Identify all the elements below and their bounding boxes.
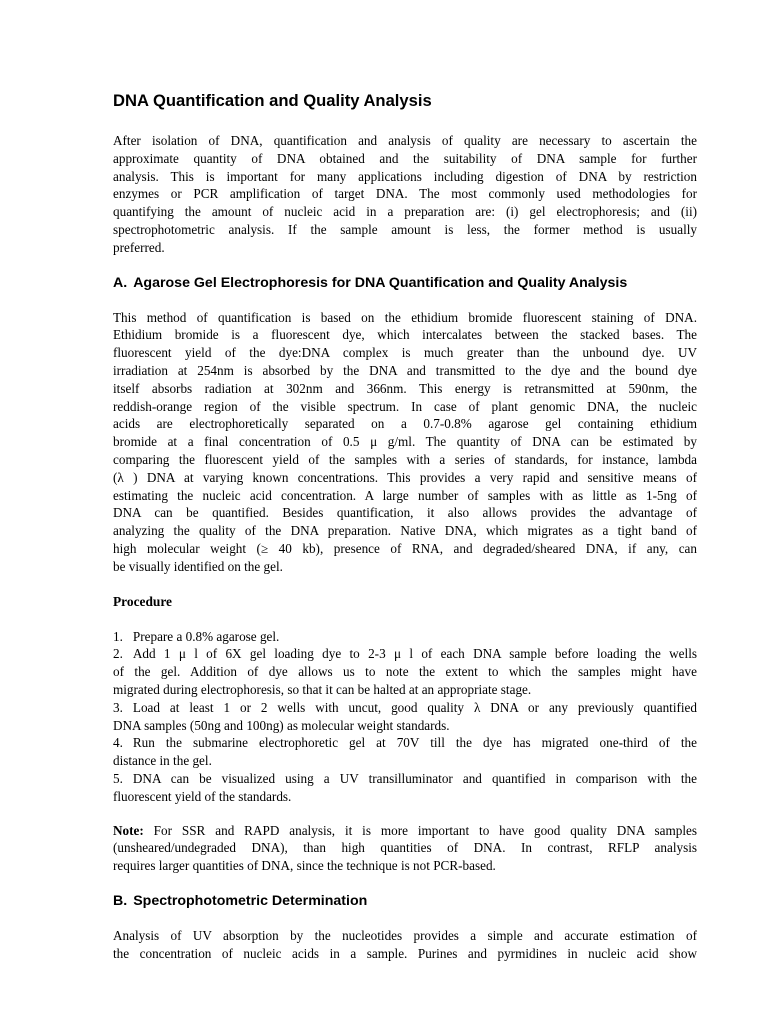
- procedure-step-line: of the gel. Addition of dye allows us to note the extent to which the samples might have: [113, 664, 697, 680]
- step-number: 2.: [113, 646, 123, 662]
- intro-line: enzymes or PCR amplification of target DNA. The most commonly used methodologies for: [113, 186, 697, 202]
- procedure-step-5: [113, 770, 697, 806]
- procedure-step-line: [113, 699, 697, 717]
- section-a-line: acids are electrophoretically separated on a 0.7-0.8% agarose gel containing ethidium: [113, 416, 697, 432]
- section-a-line: Ethidium bromide is a fluorescent dye, which intercalates between the stacked bases. The: [113, 327, 697, 343]
- step-text: Prepare a 0.8% agarose gel.: [132, 628, 280, 644]
- procedure-heading: Procedure: [113, 593, 173, 609]
- section-a-line: comparing the fluorescent yield of the samples with a series of standards, for instance, lambda: [113, 451, 697, 467]
- note-line: requires larger quantities of DNA, since the technique is not PCR-based.: [113, 858, 496, 874]
- intro-paragraph: [113, 132, 697, 257]
- section-a-line: irradiation at 254nm is absorbed by the DNA and transmitted to the dye and the bound dye: [113, 362, 697, 378]
- procedure-step-line: [113, 734, 697, 752]
- step-number: 3.: [113, 699, 123, 715]
- section-a-paragraph: [113, 309, 697, 576]
- document-title: DNA Quantification and Quality Analysis: [113, 91, 432, 110]
- section-a-line: high molecular weight (≥ 40 kb), presence of RNA, and degraded/sheared DNA, if any, can: [113, 540, 697, 556]
- procedure-step-3: [113, 699, 697, 735]
- step-number: 4.: [113, 735, 123, 751]
- section-a-line: fluorescent yield of the dye:DNA complex is much greater than the unbound dye. UV: [113, 345, 697, 361]
- step-text: Load at least 1 or 2 wells with uncut, good quality λ DNA or any previously quantified: [132, 699, 697, 715]
- section-a-line: be visually identified on the gel.: [113, 558, 283, 574]
- section-a-line: This method of quantification is based on the ethidium bromide fluorescent staining of DNA.: [113, 309, 697, 325]
- section-b-line: Analysis of UV absorption by the nucleotides provides a simple and accurate estimation of: [113, 927, 697, 943]
- section-a-label: A.: [113, 274, 128, 291]
- section-b-paragraph: [113, 927, 697, 963]
- note-text: For SSR and RAPD analysis, it is more important to have good quality DNA samples: [143, 822, 697, 838]
- step-text: Run the submarine electrophoretic gel at 70V till the dye has migrated one-third of the: [132, 735, 697, 751]
- section-a-line: reddish-orange region of the visible spectrum. In case of plant genomic DNA, the nucleic: [113, 398, 697, 414]
- step-number: 5.: [113, 770, 123, 786]
- note-line: (unsheared/undegraded DNA), than high quantities of DNA. In contrast, RFLP analysis: [113, 840, 697, 856]
- procedure-step-1: [113, 628, 697, 646]
- section-a-line: (λ ) DNA at varying known concentrations. This provides a very rapid and sensitive means of: [113, 469, 697, 485]
- procedure-step-line: fluorescent yield of the standards.: [113, 788, 292, 804]
- procedure-list: [113, 628, 697, 806]
- procedure-step-line: distance in the gel.: [113, 753, 212, 769]
- note-paragraph: [113, 822, 697, 875]
- section-b-line: the concentration of nucleic acids in a sample. Purines and pyrmidines in nucleic acid show: [113, 945, 697, 961]
- section-b-heading: [113, 892, 697, 911]
- document-page: [113, 90, 697, 979]
- intro-line: After isolation of DNA, quantification and analysis of quality are necessary to ascertain the: [113, 133, 697, 148]
- procedure-step-line: [113, 770, 697, 788]
- procedure-step-line: DNA samples (50ng and 100ng) as molecular weight standards.: [113, 717, 450, 733]
- step-text: DNA can be visualized using a UV transilluminator and quantified in comparison with the: [132, 770, 697, 786]
- procedure-step-4: [113, 734, 697, 770]
- step-number: 1.: [113, 628, 123, 644]
- section-b-title: Spectrophotometric Determination: [133, 892, 368, 909]
- section-b-label: B.: [113, 892, 128, 909]
- procedure-step-line: [113, 645, 697, 663]
- intro-line: analysis. This is important for many applications including digestion of DNA by restriction: [113, 168, 697, 184]
- procedure-step-line: [113, 628, 697, 646]
- procedure-step-line: migrated during electrophoresis, so that it can be halted at an appropriate stage.: [113, 681, 532, 697]
- note-line: [113, 822, 697, 840]
- section-a-line: bromide at a final concentration of 0.5 μ g/ml. The quantity of DNA can be estimated by: [113, 434, 697, 450]
- section-a-line: itself absorbs radiation at 302nm and 366nm. This energy is retransmitted at 590nm, the: [113, 380, 697, 396]
- step-text: Add 1 μ l of 6X gel loading dye to 2-3 μ l of each DNA sample before loading the wells: [132, 646, 697, 662]
- section-a-line: analyzing the quality of the DNA preparation. Native DNA, which migrates as a tight band of: [113, 523, 697, 539]
- intro-line: approximate quantity of DNA obtained and the suitability of DNA sample for further: [113, 150, 697, 166]
- section-a-line: estimating the nucleic acid concentration. A large number of samples with as little as 1-5ng of: [113, 487, 697, 503]
- intro-line: spectrophotometric analysis. If the sample amount is less, the former method is usually: [113, 221, 697, 237]
- intro-line: quantifying the amount of nucleic acid in a preparation are: (i) gel electrophoresis; and (ii): [113, 204, 697, 220]
- intro-line: preferred.: [113, 239, 165, 255]
- section-a-title: Agarose Gel Electrophoresis for DNA Quantification and Quality Analysis: [133, 274, 628, 291]
- section-a-line: DNA can be quantified. Besides quantification, it also allows provides the advantage of: [113, 505, 697, 521]
- procedure-step-2: [113, 645, 697, 698]
- note-label: Note:: [113, 822, 144, 838]
- section-a-heading: [113, 274, 697, 293]
